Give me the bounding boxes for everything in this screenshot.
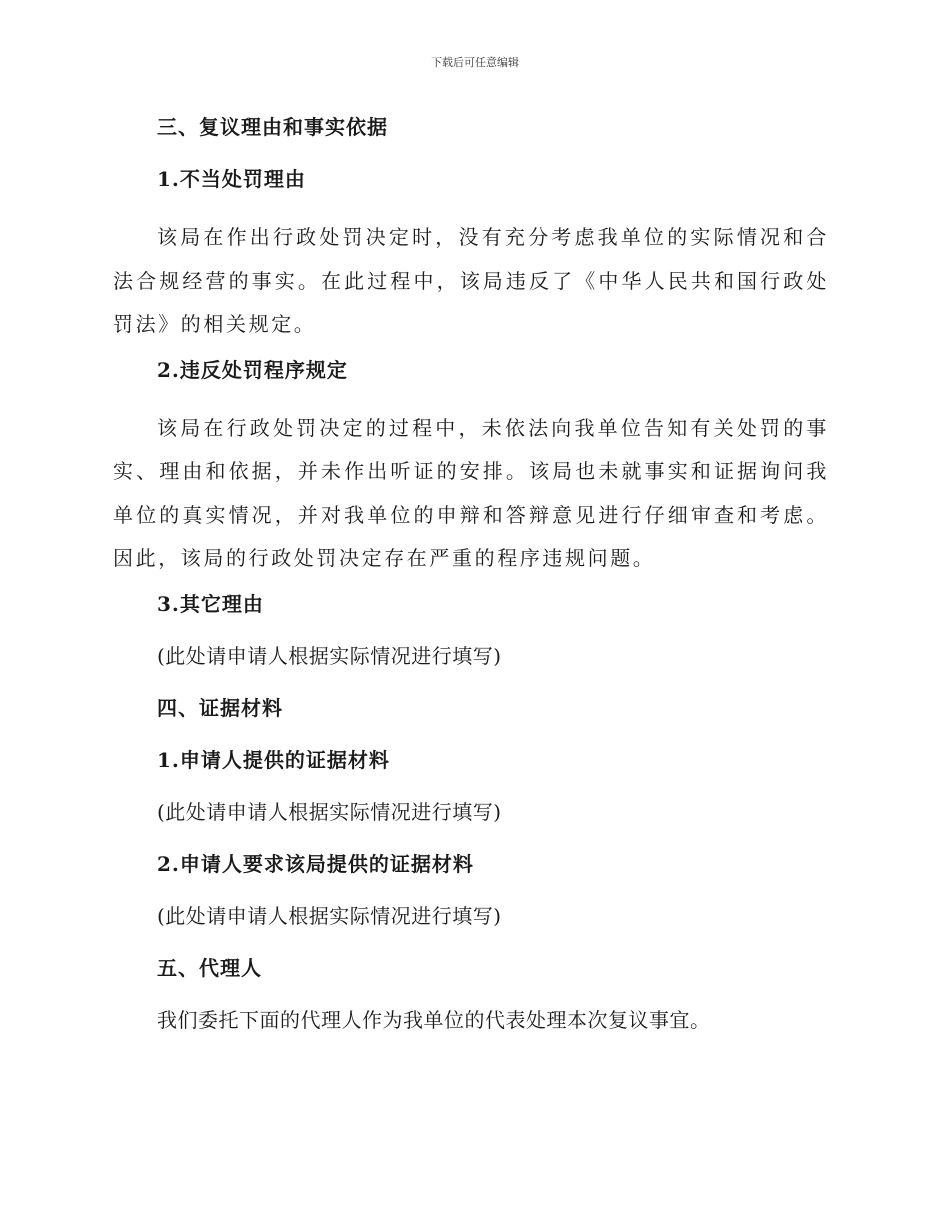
document-body: [113, 112, 829, 1057]
paragraph-agent: 我们委托下面的代理人作为我单位的代表处理本次复议事宜。: [157, 1007, 711, 1032]
placeholder-other-reasons: (此处请申请人根据实际情况进行填写): [157, 643, 502, 668]
subheading-improper-penalty: 1.不当处罚理由: [157, 167, 306, 191]
section-heading-5: 五、代理人: [157, 955, 262, 980]
paragraph-procedure-violation: 该局在行政处罚决定的过程中，未依法向我单位告知有关处罚的事实、理由和依据，并未作出听证的安排。该局也未就事实和证据询问我单位的真实情况，并对我单位的申辩和答辩意见进行仔细审查和考虑。因此，该局的行政处罚决定存在严重的程序违规问题。: [113, 415, 829, 570]
page-header: 下载后可任意编辑: [431, 56, 519, 69]
placeholder-applicant-evidence: (此处请申请人根据实际情况进行填写): [157, 799, 502, 824]
section-heading-4: 四、证据材料: [157, 695, 283, 720]
subheading-other-reasons: 3.其它理由: [157, 591, 264, 616]
subheading-applicant-evidence: 1.申请人提供的证据材料: [157, 747, 390, 772]
section-heading-3: 三、复议理由和事实依据: [157, 115, 388, 139]
subheading-requested-evidence: 2.申请人要求该局提供的证据材料: [157, 851, 474, 876]
placeholder-requested-evidence: (此处请申请人根据实际情况进行填写): [157, 903, 502, 928]
subheading-procedure-violation: 2.违反处罚程序规定: [157, 357, 348, 382]
paragraph-improper-penalty: 该局在作出行政处罚决定时，没有充分考虑我单位的实际情况和合法合规经营的事实。在此过程中，该局违反了《中华人民共和国行政处罚法》的相关规定。: [113, 225, 829, 336]
